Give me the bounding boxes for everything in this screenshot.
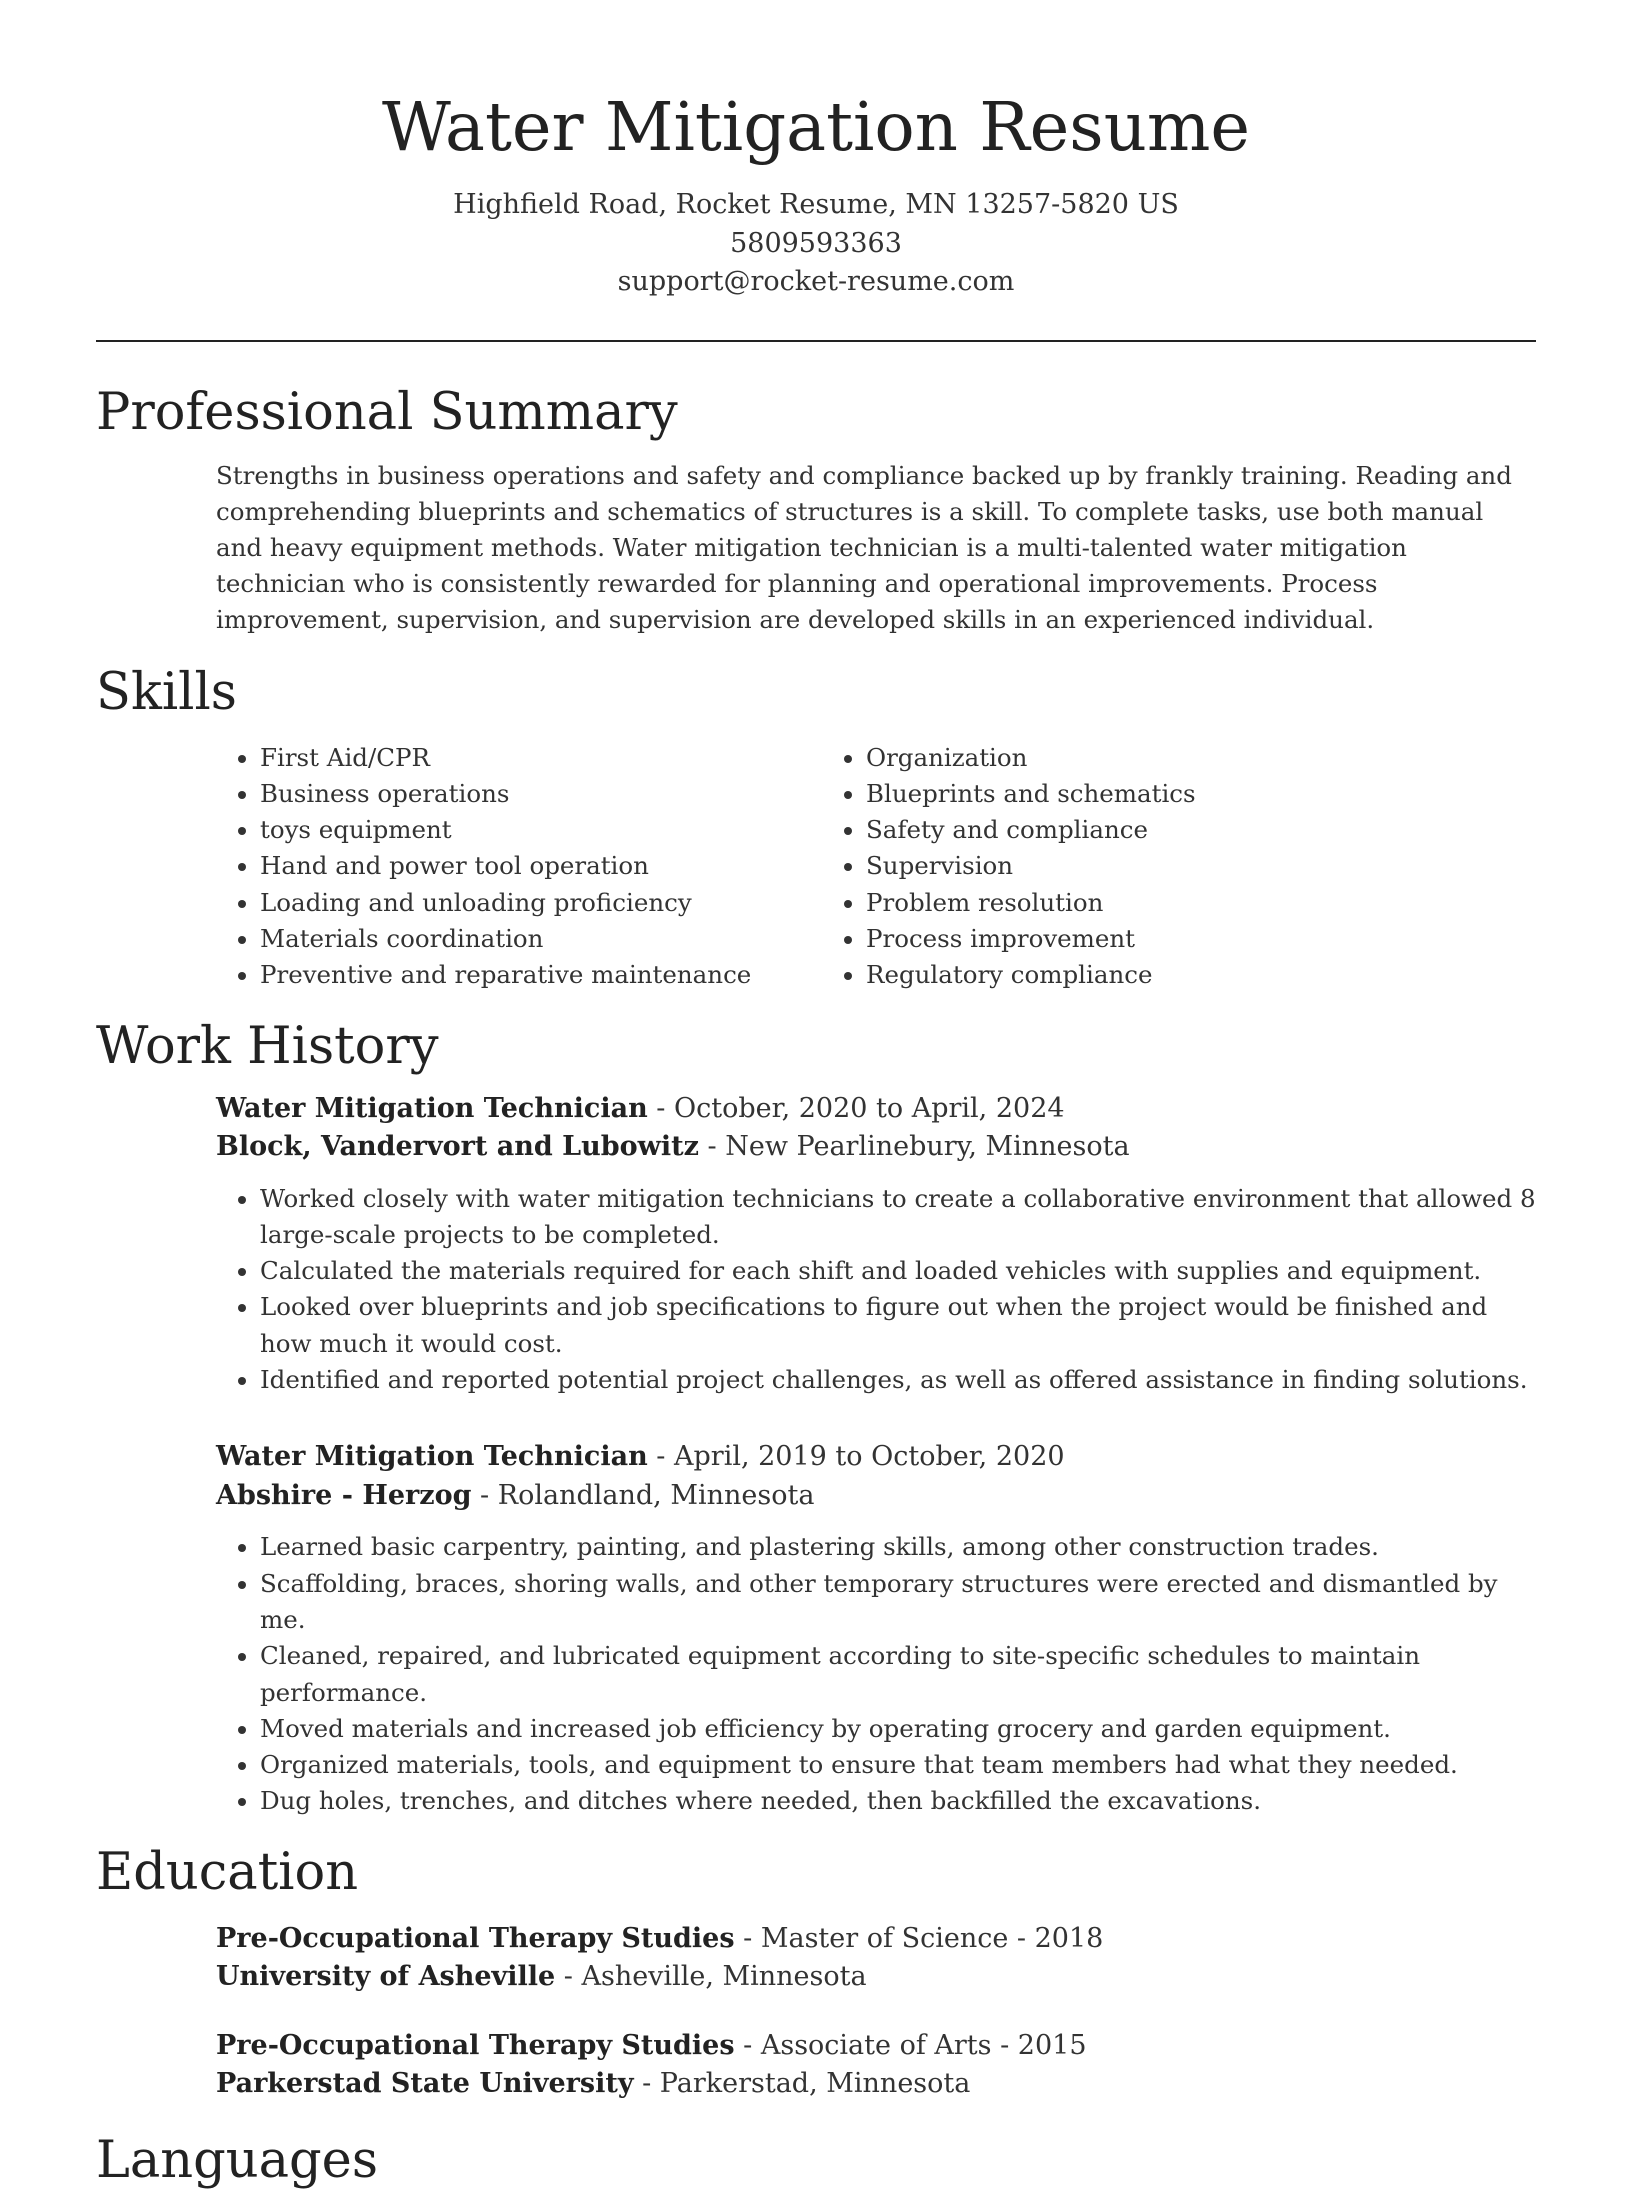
duty-item: • Learned basic carpentry, painting, and plastering skills, among other construction trades.: [260, 1529, 1536, 1565]
job-title-line: [216, 1090, 1536, 1129]
phone-number: 5809593363: [730, 227, 902, 259]
contact-block: [96, 186, 1536, 302]
job-entry: [216, 1438, 1536, 1819]
duty-item: • Scaffolding, braces, shoring walls, and other temporary structures were erected and dismantled by me.: [260, 1566, 1536, 1639]
job-duties: [216, 1181, 1536, 1399]
education-degree: - Master of Science - 2018: [734, 1922, 1104, 1954]
section-heading: Professional Summary: [96, 382, 678, 442]
section-heading: Education: [96, 1842, 359, 1902]
job-dates: - October, 2020 to April, 2024: [647, 1092, 1065, 1124]
header-divider: [96, 340, 1536, 342]
skill-item: • Safety and compliance: [866, 812, 1428, 848]
job-position: Water Mitigation Technician: [216, 1092, 648, 1124]
skills-list: [216, 740, 1536, 994]
duty-item: • Moved materials and increased job efficiency by operating grocery and garden equipment.: [260, 1711, 1536, 1747]
resume-header: [96, 0, 1536, 302]
education-school: University of Asheville: [216, 1961, 556, 1993]
job-company-line: [216, 1128, 1536, 1167]
resume-page: [96, 0, 1536, 2192]
summary-text: Strengths in business operations and safety and compliance backed up by frankly training. Reading and comprehending blueprints and schematics of structures is a skill. To complete tasks, use both manual and heavy equipment methods. Water mitigation technician is a multi-talented water mitigation technician who is consistently rewarded for planning and operational improvements. Process improvement, supervision, and supervision are developed skills in an experienced individual.: [216, 460, 1512, 634]
section-heading: Languages: [96, 2130, 379, 2190]
education-degree-line: [216, 1920, 1536, 1959]
education-school: Parkerstad State University: [216, 2068, 634, 2100]
skill-item: • Materials coordination: [260, 921, 822, 957]
job-location: - Rolandland, Minnesota: [471, 1479, 815, 1511]
section-heading: Work History: [96, 1016, 439, 1076]
education-degree-line: [216, 2027, 1536, 2066]
duty-item: • Worked closely with water mitigation technicians to create a collaborative environment that allowed 8 large-scale projects to be completed.: [260, 1181, 1536, 1254]
job-company: Block, Vandervort and Lubowitz: [216, 1131, 699, 1163]
job-company: Abshire - Herzog: [216, 1479, 472, 1511]
skill-item: • Blueprints and schematics: [866, 776, 1428, 812]
section-skills: [96, 662, 1536, 994]
duty-item: • Looked over blueprints and job specifications to figure out when the project would be finished and how much it would cost.: [260, 1289, 1536, 1362]
education-degree: - Associate of Arts - 2015: [734, 2029, 1087, 2061]
job-company-line: [216, 1477, 1536, 1516]
job-position: Water Mitigation Technician: [216, 1441, 648, 1473]
job-duties: [216, 1529, 1536, 1819]
job-dates: - April, 2019 to October, 2020: [647, 1441, 1065, 1473]
skill-item: • toys equipment: [260, 812, 822, 848]
job-title-line: [216, 1438, 1536, 1477]
skills-column-left: [216, 740, 822, 994]
skill-item: • Hand and power tool operation: [260, 848, 822, 884]
education-entry: [216, 2027, 1536, 2104]
duty-item: • Cleaned, repaired, and lubricated equipment according to site-specific schedules to maintain performance.: [260, 1638, 1536, 1711]
duty-item: • Calculated the materials required for each shift and loaded vehicles with supplies and equipment.: [260, 1253, 1536, 1289]
section-professional-summary: [96, 382, 1536, 638]
skill-item: • Preventive and reparative maintenance: [260, 957, 822, 993]
education-location: - Parkerstad, Minnesota: [633, 2068, 971, 2100]
resume-title: Water Mitigation Resume: [381, 88, 1251, 166]
education-field: Pre-Occupational Therapy Studies: [216, 2029, 735, 2061]
job-entry: [216, 1090, 1536, 1399]
education-location: - Asheville, Minnesota: [555, 1961, 867, 1993]
section-education: [96, 1842, 1536, 2104]
duty-item: • Dug holes, trenches, and ditches where needed, then backfilled the excavations.: [260, 1783, 1536, 1819]
duty-item: • Organized materials, tools, and equipment to ensure that team members had what they needed.: [260, 1747, 1536, 1783]
section-work-history: [96, 1016, 1536, 1820]
skill-item: • Loading and unloading proficiency: [260, 885, 822, 921]
skill-item: • First Aid/CPR: [260, 740, 822, 776]
section-heading: Skills: [96, 662, 237, 722]
education-school-line: [216, 2065, 1536, 2104]
duty-item: • Identified and reported potential project challenges, as well as offered assistance in finding solutions.: [260, 1362, 1536, 1398]
email-address: support@rocket-resume.com: [617, 266, 1015, 297]
skill-item: • Process improvement: [866, 921, 1428, 957]
job-location: - New Pearlinebury, Minnesota: [698, 1131, 1130, 1163]
skills-column-right: [822, 740, 1428, 994]
skill-item: • Business operations: [260, 776, 822, 812]
skill-item: • Problem resolution: [866, 885, 1428, 921]
education-field: Pre-Occupational Therapy Studies: [216, 1922, 735, 1954]
education-school-line: [216, 1958, 1536, 1997]
skill-item: • Supervision: [866, 848, 1428, 884]
education-entry: [216, 1920, 1536, 1997]
section-languages: [96, 2130, 1536, 2192]
skill-item: • Regulatory compliance: [866, 957, 1428, 993]
skill-item: • Organization: [866, 740, 1428, 776]
address: Highfield Road, Rocket Resume, MN 13257-5820 US: [453, 189, 1179, 220]
